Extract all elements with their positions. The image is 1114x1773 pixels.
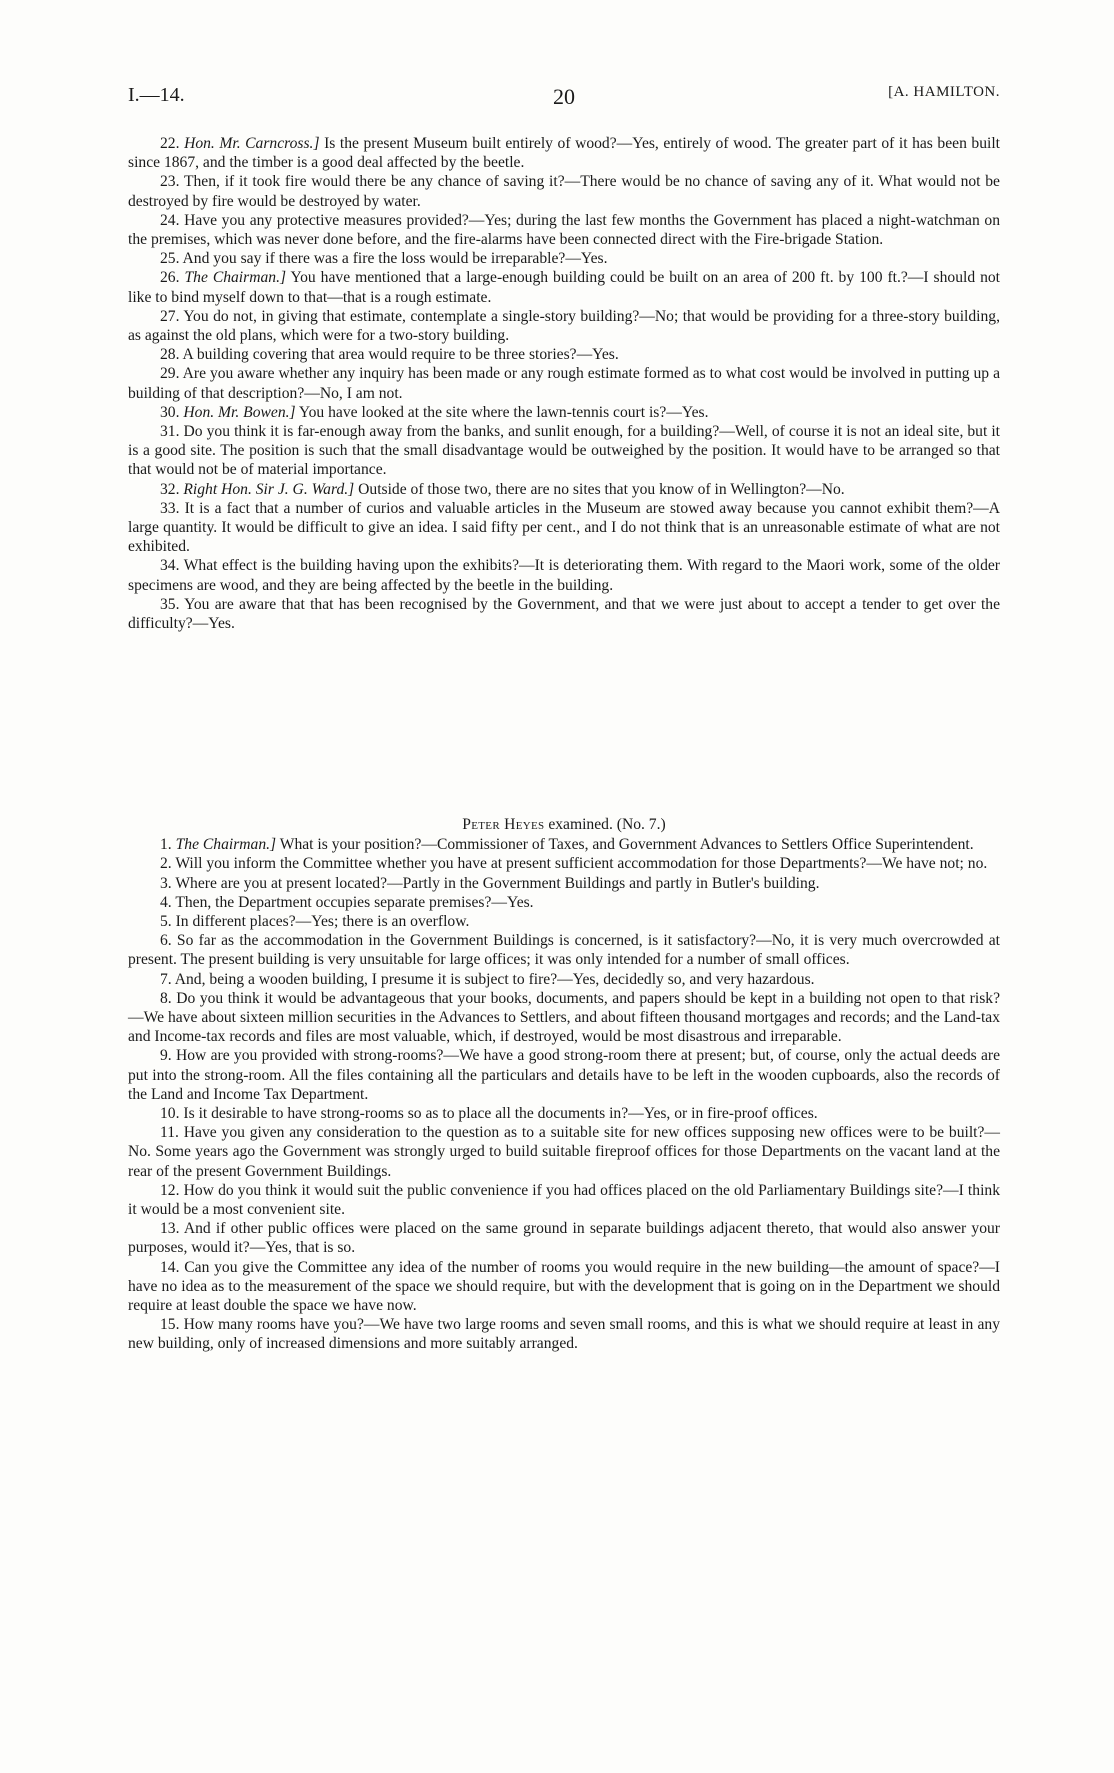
- question-paragraph: [128, 912, 1000, 931]
- page-number: 20: [553, 84, 575, 109]
- question-text: Where are you at present located?—Partly in the Government Buildings and partly in Butler's building.: [175, 874, 820, 892]
- question-number: 22.: [160, 135, 180, 152]
- question-text: And if other public offices were placed on the same ground in separate buildings adjacent thereto, that would also answer your purposes, would it?—Yes, that is so.: [128, 1220, 1001, 1257]
- question-number: 3.: [160, 874, 172, 892]
- question-number: 12.: [160, 1181, 180, 1199]
- question-paragraph: [128, 499, 1000, 557]
- question-number: 14.: [160, 1258, 180, 1276]
- question-paragraph: [128, 345, 1000, 364]
- question-text: Is it desirable to have strong-rooms so as to place all the documents in?—Yes, or in fire-proof offices.: [183, 1105, 818, 1123]
- question-paragraph: [128, 422, 1000, 480]
- question-number: 29.: [160, 365, 180, 383]
- witness-reference: [A. HAMILTON.: [888, 84, 1000, 100]
- witness-name: Peter Heyes: [462, 816, 545, 833]
- evidence-block-hamilton: [128, 134, 1000, 633]
- question-text: A building covering that area would require to be three stories?—Yes.: [182, 346, 619, 364]
- question-paragraph: [128, 480, 1000, 499]
- speaker-name: Hon. Mr. Bowen.]: [183, 403, 296, 421]
- question-text: You do not, in giving that estimate, contemplate a single-story building?—No; that would be providing for a three-story building, as against the old plans, which were for a two-story building.: [128, 307, 1000, 345]
- question-number: 13.: [160, 1220, 180, 1238]
- question-text: And you say if there was a fire the loss would be irreparable?—Yes.: [182, 250, 608, 268]
- question-number: 26.: [160, 269, 180, 287]
- question-number: 28.: [160, 346, 180, 364]
- question-paragraph: [128, 249, 1000, 268]
- question-text: It is a fact that a number of curios and valuable articles in the Museum are stowed away because you cannot exhibit them?—A large quantity. It would be difficult to give an idea. I said fifty per cent., and I do not think that is an unreasonable estimate of what are not exhibited.: [128, 499, 1000, 556]
- question-paragraph: [128, 1104, 1000, 1123]
- question-paragraph: [128, 893, 1000, 912]
- question-number: 35.: [160, 595, 180, 613]
- question-paragraph: [128, 268, 1000, 306]
- question-text: You are aware that that has been recognised by the Government, and that we were just about to accept a tender to get over the difficulty?—Yes.: [128, 595, 1000, 633]
- question-text: Will you inform the Committee whether you have at present sufficient accommodation for those Departments?—We have not; no.: [175, 855, 988, 873]
- question-number: 34.: [160, 557, 180, 575]
- running-head: [128, 84, 1000, 112]
- question-text: In different places?—Yes; there is an overflow.: [175, 913, 470, 931]
- section-heading: [128, 815, 1000, 834]
- question-text: Outside of those two, there are no sites that you know of in Wellington?—No.: [358, 480, 845, 498]
- speaker-name: Hon. Mr. Carncross.]: [184, 135, 320, 152]
- question-text: Is the present Museum built entirely of wood?—Yes, entirely of wood. The greater part of it has been built since 1867, and the timber is a good deal affected by the beetle.: [128, 135, 1001, 172]
- question-number: 6.: [160, 932, 172, 950]
- question-text: Do you think it would be advantageous that your books, documents, and papers should be kept in a building not open to that risk?—We have about sixteen million securities in the Advances to Settlers, and about fifteen thousand mortgages and records; and the Land-tax and Income-tax records and files are most valuable, which, if destroyed, would be most disastrous and irreparable.: [128, 989, 1000, 1046]
- question-paragraph: [128, 1258, 1000, 1316]
- question-number: 8.: [160, 989, 172, 1007]
- speaker-name: Right Hon. Sir J. G. Ward.]: [183, 480, 355, 498]
- question-text: Then, if it took fire would there be any chance of saving it?—There would be no chance of saving any of it. What would not be destroyed by fire would be destroyed by water.: [128, 173, 1000, 210]
- question-paragraph: [128, 1219, 1000, 1257]
- evidence-block-heyes: [128, 815, 1000, 1354]
- question-paragraph: [128, 1315, 1000, 1353]
- question-number: 25.: [160, 250, 180, 268]
- question-paragraph: [128, 1181, 1000, 1219]
- question-paragraph: [128, 970, 1000, 989]
- question-text: So far as the accommodation in the Government Buildings is concerned, is it satisfactory?—No, it is very much overcrowded at present. The present building is very unsuitable for large offices; it was only intended for a number of small offices.: [128, 932, 1000, 969]
- question-text: Are you aware whether any inquiry has been made or any rough estimate formed as to what cost would be involved in putting up a building of that description?—No, I am not.: [128, 365, 1000, 402]
- question-text: How are you provided with strong-rooms?—We have a good strong-room there at present; but, of course, only the actual deeds are put into the strong-room. All the files containing all the particulars and details have to be left in the wooden cupboards, also the records of the Land and Income Tax Department.: [128, 1047, 1000, 1103]
- question-number: 31.: [160, 423, 180, 441]
- speaker-name: The Chairman.]: [184, 269, 287, 287]
- question-number: 11.: [160, 1124, 179, 1142]
- question-paragraph: [128, 835, 1000, 854]
- question-paragraph: [128, 854, 1000, 873]
- question-text: Have you any protective measures provided?—Yes; during the last few months the Government has placed a night-watchman on the premises, which was never done before, and the fire-alarms have been connected direct with the Fire-brigade Station.: [128, 211, 1000, 249]
- question-text: How do you think it would suit the public convenience if you had offices placed on the old Parliamentary Buildings site?—I think it would be a most convenient site.: [128, 1181, 1000, 1219]
- question-number: 15.: [160, 1316, 180, 1334]
- question-number: 23.: [160, 173, 180, 191]
- question-text: Do you think it is far-enough away from the banks, and sunlit enough, for a building?—Well, of course it is not an ideal site, but it is a good site. The position is such that the small disadvantage would be outweighed by the position. It would have to be arranged so that that would not be of material importance.: [128, 423, 1001, 479]
- question-paragraph: [128, 364, 1000, 402]
- question-number: 24.: [160, 211, 180, 229]
- question-number: 30.: [160, 403, 180, 421]
- speaker-name: The Chairman.]: [175, 836, 277, 854]
- question-number: 9.: [160, 1047, 172, 1065]
- question-text: Have you given any consideration to the question as to a suitable site for new offices supposing new offices were to be built?—No. Some years ago the Government was strongly urged to build suitable fireproof offices for those Departments on the vacant land at the rear of the present Government Buildings.: [128, 1124, 1001, 1180]
- question-number: 1.: [160, 836, 172, 854]
- question-paragraph: [128, 931, 1000, 969]
- question-text: How many rooms have you?—We have two large rooms and seven small rooms, and this is what we should require at least in any new building, only of increased dimensions and more suitably arranged.: [128, 1316, 1000, 1353]
- question-number: 7.: [160, 970, 172, 988]
- question-text: Then, the Department occupies separate premises?—Yes.: [175, 893, 534, 911]
- question-paragraph: [128, 556, 1000, 594]
- question-paragraph: [128, 211, 1000, 249]
- section-heading-rest: examined. (No. 7.): [544, 816, 666, 833]
- question-paragraph: [128, 595, 1000, 633]
- question-number: 32.: [160, 480, 180, 498]
- question-paragraph: [128, 1046, 1000, 1104]
- question-number: 5.: [160, 913, 172, 931]
- question-number: 2.: [160, 855, 172, 873]
- question-text: You have mentioned that a large-enough building could be built on an area of 200 ft. by 100 ft.?—I should not like to bind myself down to that—that is a rough estimate.: [128, 269, 1001, 306]
- question-paragraph: [128, 134, 1000, 172]
- question-text: And, being a wooden building, I presume it is subject to fire?—Yes, decidedly so, and very hazardous.: [174, 970, 815, 988]
- question-number: 27.: [160, 307, 180, 325]
- question-text: What is your position?—Commissioner of Taxes, and Government Advances to Settlers Office Superintendent.: [279, 836, 974, 854]
- question-number: 33.: [160, 499, 180, 517]
- question-number: 10.: [160, 1105, 180, 1123]
- question-paragraph: [128, 989, 1000, 1047]
- question-paragraph: [128, 403, 1000, 422]
- question-paragraph: [128, 307, 1000, 345]
- document-reference: I.—14.: [128, 84, 185, 106]
- question-text: You have looked at the site where the lawn-tennis court is?—Yes.: [298, 403, 709, 421]
- question-paragraph: [128, 172, 1000, 210]
- question-paragraph: [128, 874, 1000, 893]
- question-paragraph: [128, 1123, 1000, 1181]
- question-number: 4.: [160, 893, 172, 911]
- question-text: What effect is the building having upon the exhibits?—It is deteriorating them. With regard to the Maori work, some of the older specimens are wood, and they are being affected by the beetle in the building.: [128, 557, 1000, 594]
- question-text: Can you give the Committee any idea of the number of rooms you would require in the new building—the amount of space?—I have no idea as to the measurement of the space we should require, but with the development that is going on in the Department we should require at least double the space we have now.: [128, 1258, 1001, 1315]
